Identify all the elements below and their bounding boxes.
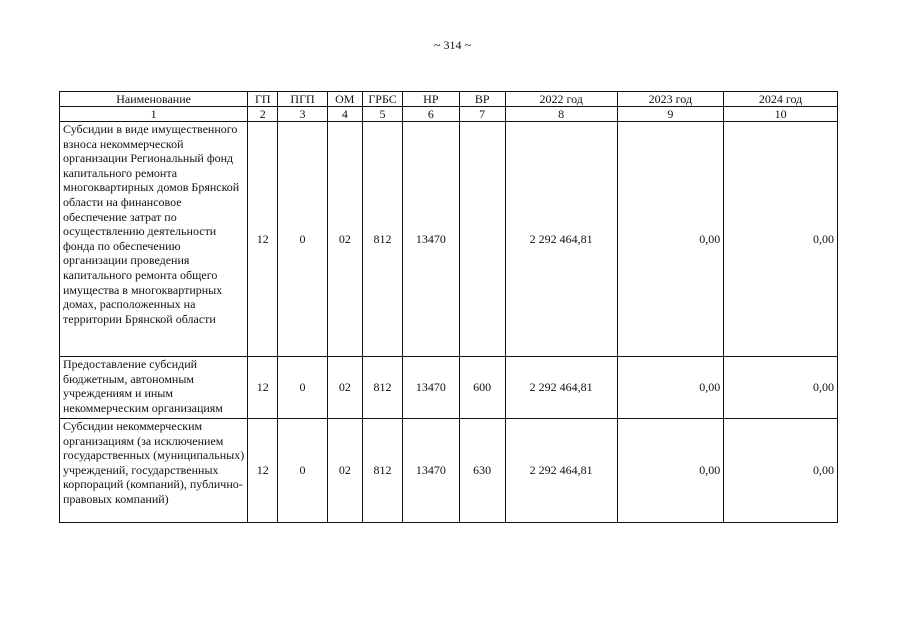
cell-om: 02 bbox=[327, 122, 362, 357]
cell-vr bbox=[459, 122, 505, 357]
cell-2023: 0,00 bbox=[617, 357, 724, 419]
cell-vr: 600 bbox=[459, 357, 505, 419]
cell-2023: 0,00 bbox=[617, 419, 724, 523]
cell-grbs: 812 bbox=[362, 419, 402, 523]
cell-pgp: 0 bbox=[278, 122, 327, 357]
table-row bbox=[60, 357, 838, 419]
cell-pgp: 0 bbox=[278, 357, 327, 419]
row-name: Предоставление субсидий бюджетным, автономным учреждениям и иным некоммерческим организациям bbox=[60, 357, 248, 419]
cell-vr: 630 bbox=[459, 419, 505, 523]
budget-table bbox=[59, 91, 838, 523]
page-number: ~ 314 ~ bbox=[434, 38, 471, 52]
header-om: ОМ bbox=[327, 92, 362, 107]
cell-2022: 2 292 464,81 bbox=[505, 357, 617, 419]
cell-2022: 2 292 464,81 bbox=[505, 419, 617, 523]
cell-grbs: 812 bbox=[362, 357, 402, 419]
column-number: 7 bbox=[459, 107, 505, 122]
cell-gp: 12 bbox=[248, 122, 278, 357]
cell-nr: 13470 bbox=[403, 357, 459, 419]
cell-om: 02 bbox=[327, 419, 362, 523]
column-number: 10 bbox=[724, 107, 838, 122]
cell-2024: 0,00 bbox=[724, 419, 838, 523]
cell-2023: 0,00 bbox=[617, 122, 724, 357]
cell-grbs: 812 bbox=[362, 122, 402, 357]
header-2024: 2024 год bbox=[724, 92, 838, 107]
header-2023: 2023 год bbox=[617, 92, 724, 107]
row-name: Субсидии некоммерческим организациям (за исключением государственных (муниципальных) учреждений, государственных корпораций (компаний), публично-правовых компаний) bbox=[60, 419, 248, 523]
column-number: 6 bbox=[403, 107, 459, 122]
column-number-row bbox=[60, 107, 838, 122]
cell-nr: 13470 bbox=[403, 419, 459, 523]
header-2022: 2022 год bbox=[505, 92, 617, 107]
column-number: 5 bbox=[362, 107, 402, 122]
column-number: 1 bbox=[60, 107, 248, 122]
header-vr: ВР bbox=[459, 92, 505, 107]
cell-2024: 0,00 bbox=[724, 122, 838, 357]
header-nr: НР bbox=[403, 92, 459, 107]
column-number: 8 bbox=[505, 107, 617, 122]
column-number: 4 bbox=[327, 107, 362, 122]
table-header-row bbox=[60, 92, 838, 107]
cell-pgp: 0 bbox=[278, 419, 327, 523]
cell-gp: 12 bbox=[248, 357, 278, 419]
cell-2024: 0,00 bbox=[724, 357, 838, 419]
cell-gp: 12 bbox=[248, 419, 278, 523]
header-grbs: ГРБС bbox=[362, 92, 402, 107]
column-number: 9 bbox=[617, 107, 724, 122]
table-row bbox=[60, 419, 838, 523]
header-pgp: ПГП bbox=[278, 92, 327, 107]
row-name: Субсидии в виде имущественного взноса некоммерческой организации Региональный фонд капитального ремонта многоквартирных домов Брянской области на финансовое обеспечение затрат по осуществлению деятельности фонда по обеспечению организации проведения капитального ремонта общего имущества в многоквартирных домах, расположенных на территории Брянской области bbox=[60, 122, 248, 357]
cell-2022: 2 292 464,81 bbox=[505, 122, 617, 357]
cell-nr: 13470 bbox=[403, 122, 459, 357]
column-number: 2 bbox=[248, 107, 278, 122]
table-row bbox=[60, 122, 838, 357]
cell-om: 02 bbox=[327, 357, 362, 419]
header-name: Наименование bbox=[60, 92, 248, 107]
header-gp: ГП bbox=[248, 92, 278, 107]
column-number: 3 bbox=[278, 107, 327, 122]
